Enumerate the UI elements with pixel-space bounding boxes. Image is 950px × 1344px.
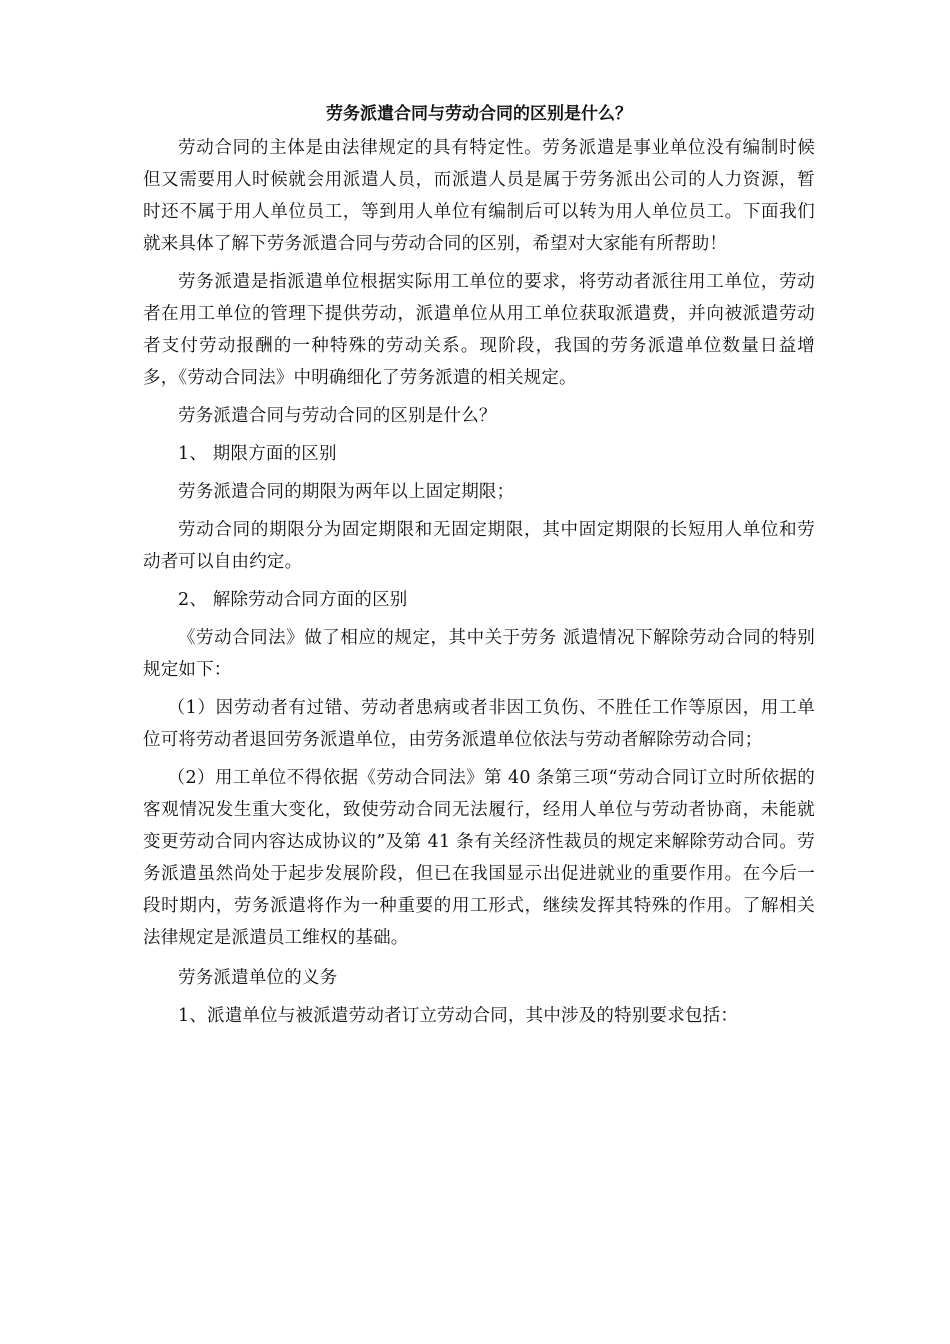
paragraph-intro: 劳动合同的主体是由法律规定的具有特定性。劳务派遣是事业单位没有编制时候但又需要用人时候就会用派遣人员，而派遣人员是属于劳务派出公司的人力资源，暂时还不属于用人单位员工，等到用人单位有编制后可以转为用人单位员工。下面我们就来具体了解下劳务派遣合同与劳动合同的区别，希望对大家能有所帮助！ (143, 138, 815, 254)
paragraph-obligation-1: 1、派遣单位与被派遣劳动者订立劳动合同，其中涉及的特别要求包括： (178, 1006, 739, 1026)
paragraph-law-provision: 《劳动合同法》做了相应的规定，其中关于劳务 派遣情况下解除劳动合同的特别规定如下： (143, 628, 815, 680)
document-body (143, 98, 815, 1038)
section-question: 劳务派遣合同与劳动合同的区别是什么？ (178, 406, 497, 426)
document-title: 劳务派遣合同与劳动合同的区别是什么？ (326, 104, 632, 124)
paragraph-labor-term: 劳动合同的期限分为固定期限和无固定期限，其中固定期限的长短用人单位和劳动者可以自由约定。 (143, 520, 815, 572)
list-item-1: （1）因劳动者有过错、劳动者患病或者非因工负伤、不胜任工作等原因，用工单位可将劳动者退回劳务派遣单位，由劳务派遣单位依法与劳动者解除劳动合同； (143, 698, 815, 750)
section-heading-termination: 2、 解除劳动合同方面的区别 (178, 590, 408, 610)
paragraph-dispatch-term: 劳务派遣合同的期限为两年以上固定期限； (178, 482, 515, 502)
section-heading-term: 1、 期限方面的区别 (178, 444, 337, 464)
list-item-2: （2）用工单位不得依据《劳动合同法》第 40 条第三项“劳动合同订立时所依据的客观情况发生重大变化，致使劳动合同无法履行，经用人单位与劳动者协商，未能就变更劳动合同内容达成协议的”及第 41 条有关经济性裁员的规定来解除劳动合同。劳务派遣虽然尚处于起步发展阶段，但已在我国显示出促进就业的重要作用。在今后一段时期内，劳务派遣将作为一种重要的用工形式，继续发挥其特殊的作用。了解相关法律规定是派遣员工维权的基础。 (143, 768, 815, 948)
section-heading-obligations: 劳务派遣单位的义务 (178, 968, 338, 988)
paragraph-definition: 劳务派遣是指派遣单位根据实际用工单位的要求，将劳动者派往用工单位，劳动者在用工单位的管理下提供劳动，派遣单位从用工单位获取派遣费，并向被派遣劳动者支付劳动报酬的一种特殊的劳动关系。现阶段，我国的劳务派遣单位数量日益增多，《劳动合同法》中明确细化了劳务派遣的相关规定。 (143, 272, 815, 388)
